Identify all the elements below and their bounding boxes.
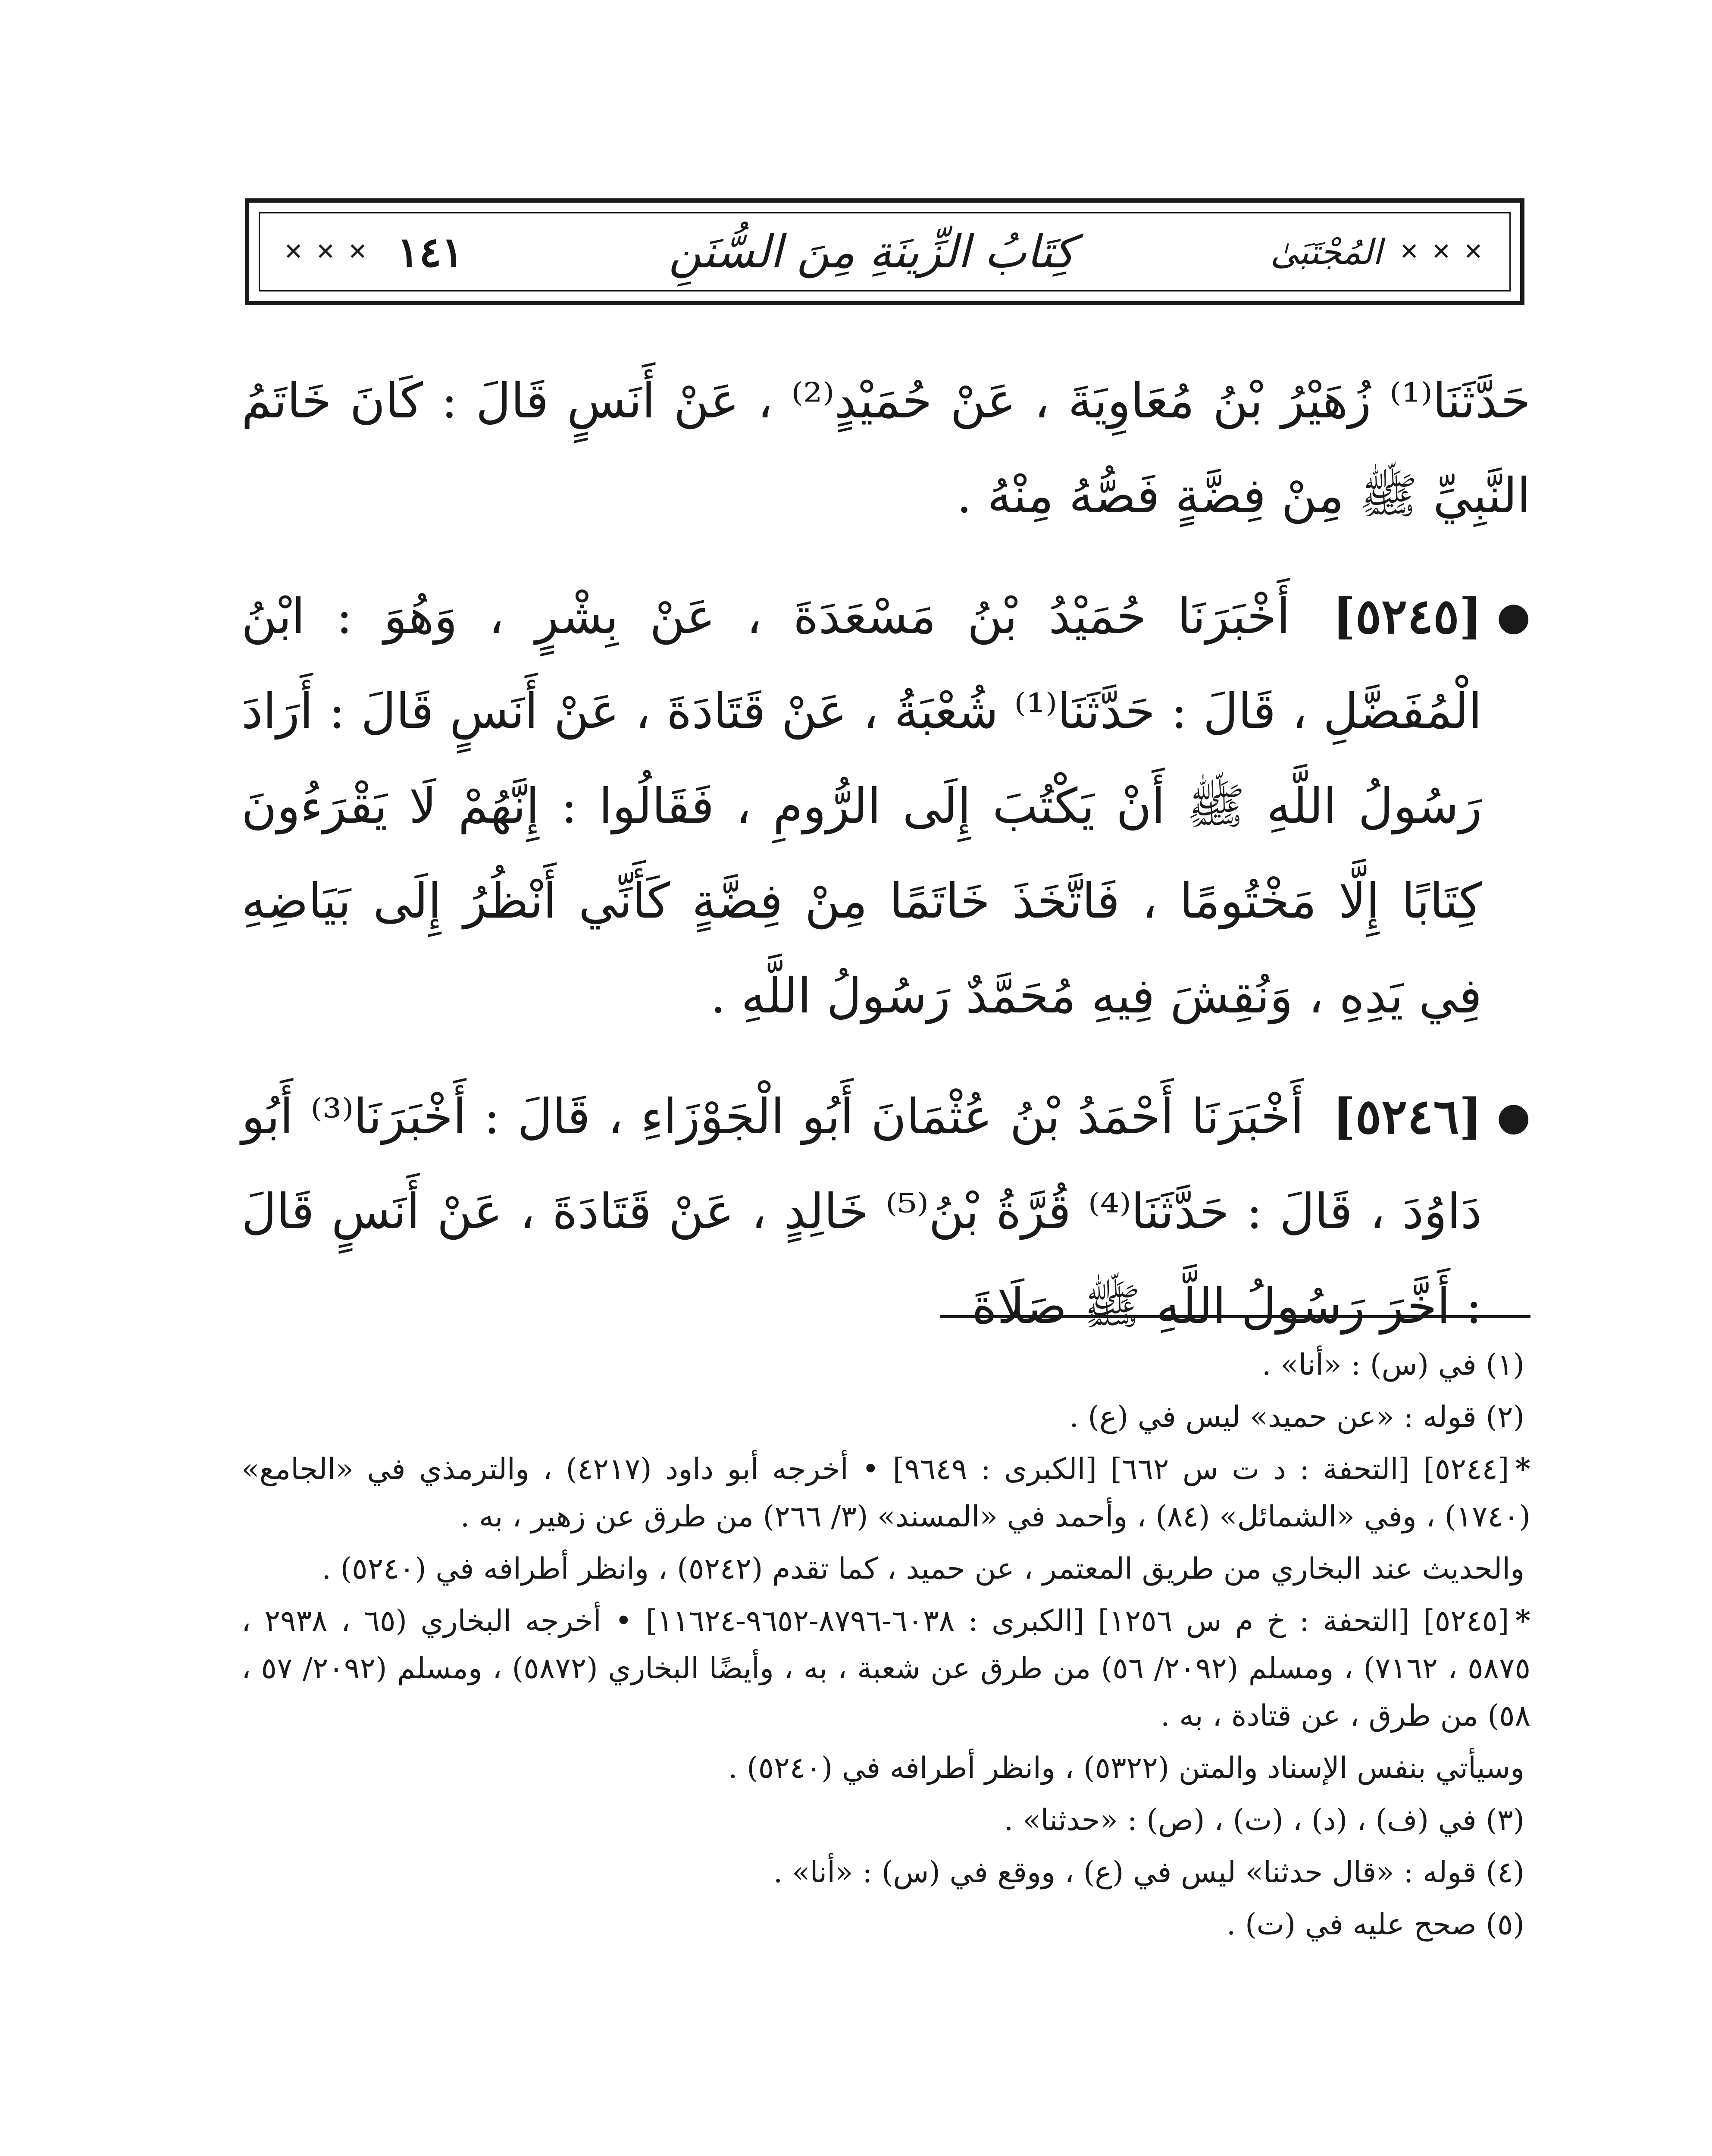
bullet-icon: ●	[1496, 1094, 1530, 1139]
footnote	[241, 1393, 1530, 1441]
continuation-paragraph	[241, 354, 1530, 543]
footnote-divider	[940, 1315, 1530, 1318]
footnote-text: [٥٢٤٤] [التحفة : د ت س ٦٦٢] [الكبرى : ٩٦٤٩] • أخرجه أبو داود (٤٢١٧) ، والترمذي في «الجامع» (١٧٤٠) ، وفي «الشمائل» (٨٤) ، وأحمد في «المسند» (٣/ ٢٦٦) من طرق عن زهير ، به .	[241, 1452, 1530, 1534]
footnote-text: [٥٢٤٥] [التحفة : خ م س ١٢٥٦] [الكبرى : ٦٠٣٨-٨٧٩٦-٩٦٥٢-١١٦٢٤] • أخرجه البخاري (٦٥ ، ٢٩٣٨ ، ٥٨٧٥ ، ٧١٦٢) ، ومسلم (٢٠٩٢/ ٥٦) من طرق عن شعبة ، به ، وأيضًا البخاري (٥٨٧٢) ، ومسلم (٢٠٩٢/ ٥٧ ، ٥٨) من طرق ، عن قتادة ، به .	[241, 1604, 1531, 1733]
hadith-5245	[241, 569, 1530, 1044]
main-text	[241, 354, 1530, 1380]
continuation-text: حَدَّثَنَا⁽¹⁾ زُهَيْرُ بْنُ مُعَاوِيَةَ ، عَنْ حُمَيْدٍ⁽²⁾ ، عَنْ أَنَسٍ قَالَ : كَانَ خَاتَمُ النَّبِيِّ ﷺ مِنْ فِضَّةٍ فَصُّهُ مِنْهُ .	[241, 373, 1530, 524]
takhrij-note	[241, 1744, 1530, 1792]
takhrij-note	[241, 1445, 1530, 1541]
footnote	[241, 1901, 1530, 1949]
takhrij-note	[241, 1597, 1530, 1740]
footnote	[241, 1341, 1530, 1389]
bullet-icon: ●	[1496, 594, 1530, 639]
footnote-text: (٥) صحح عليه في (ت) .	[1226, 1908, 1524, 1942]
hadith-body: أَخْبَرَنَا أَحْمَدُ بْنُ عُثْمَانَ أَبُو الْجَوْزَاءِ ، قَالَ : أَخْبَرَنَا⁽³⁾ أَبُو دَاوُدَ ، قَالَ : حَدَّثَنَا⁽⁴⁾ قُرَّةُ بْنُ⁽⁵⁾ خَالِدٍ ، عَنْ قَتَادَةَ ، عَنْ أَنَسٍ قَالَ : أَخَّرَ رَسُولُ اللَّهِ ﷺ صَلَاةَ	[241, 1089, 1482, 1335]
hadith-text	[241, 1069, 1482, 1354]
ornament-left: ✕ ✕ ✕	[283, 238, 370, 265]
footnotes	[241, 1341, 1530, 1953]
footnote-text: (٤) قوله : «قال حدثنا» ليس في (ع) ، ووقع في (س) : «أنا» .	[773, 1855, 1524, 1890]
footnote-marker: *	[1515, 1604, 1531, 1638]
hadith-number: [٥٢٤٥]	[1332, 588, 1482, 645]
takhrij-note	[241, 1545, 1530, 1593]
footnote-text: (٢) قوله : «عن حميد» ليس في (ع) .	[1069, 1400, 1524, 1434]
footnote-text: (١) في (س) : «أنا» .	[1261, 1348, 1524, 1382]
footnote-marker: *	[1515, 1452, 1530, 1486]
ornament-right: ✕ ✕ ✕	[1399, 238, 1486, 265]
footnote-text: (٣) في (ف) ، (د) ، (ت) ، (ص) : «حدثنا» .	[1004, 1803, 1524, 1837]
page-number: ١٤١	[397, 227, 464, 276]
footnote-text: وسيأتي بنفس الإسناد والمتن (٥٣٢٢) ، وانظر أطرافه في (٥٢٤٠) .	[728, 1751, 1524, 1785]
page-header	[245, 198, 1524, 305]
hadith-5246	[241, 1069, 1530, 1354]
book-title: كِتَابُ الزِّينَةِ مِنَ السُّنَنِ	[669, 226, 1075, 278]
footnote	[241, 1849, 1530, 1896]
footnote-text: والحديث عند البخاري من طريق المعتمر ، عن حميد ، كما تقدم (٥٢٤٢) ، وانظر أطرافه في (٥٢٤٠) .	[322, 1552, 1524, 1586]
hadith-text	[241, 569, 1482, 1044]
hadith-number: [٥٢٤٦]	[1332, 1088, 1482, 1145]
hadith-body: أَخْبَرَنَا حُمَيْدُ بْنُ مَسْعَدَةَ ، عَنْ بِشْرٍ ، وَهُوَ : ابْنُ الْمُفَضَّلِ ، قَالَ : حَدَّثَنَا⁽¹⁾ شُعْبَةُ ، عَنْ قَتَادَةَ ، عَنْ أَنَسٍ قَالَ : أَرَادَ رَسُولُ اللَّهِ ﷺ أَنْ يَكْتُبَ إِلَى الرُّومِ ، فَقَالُوا : إِنَّهُمْ لَا يَقْرَءُونَ كِتَابًا إِلَّا مَخْتُومًا ، فَاتَّخَذَ خَاتَمًا مِنْ فِضَّةٍ كَأَنِّي أَنْظُرُ إِلَى بَيَاضِهِ فِي يَدِهِ ، وَنُقِشَ فِيهِ مُحَمَّدٌ رَسُولُ اللَّهِ .	[241, 589, 1482, 1024]
footnote	[241, 1796, 1530, 1844]
short-title: المُجْتَبَىٰ	[1270, 232, 1382, 272]
